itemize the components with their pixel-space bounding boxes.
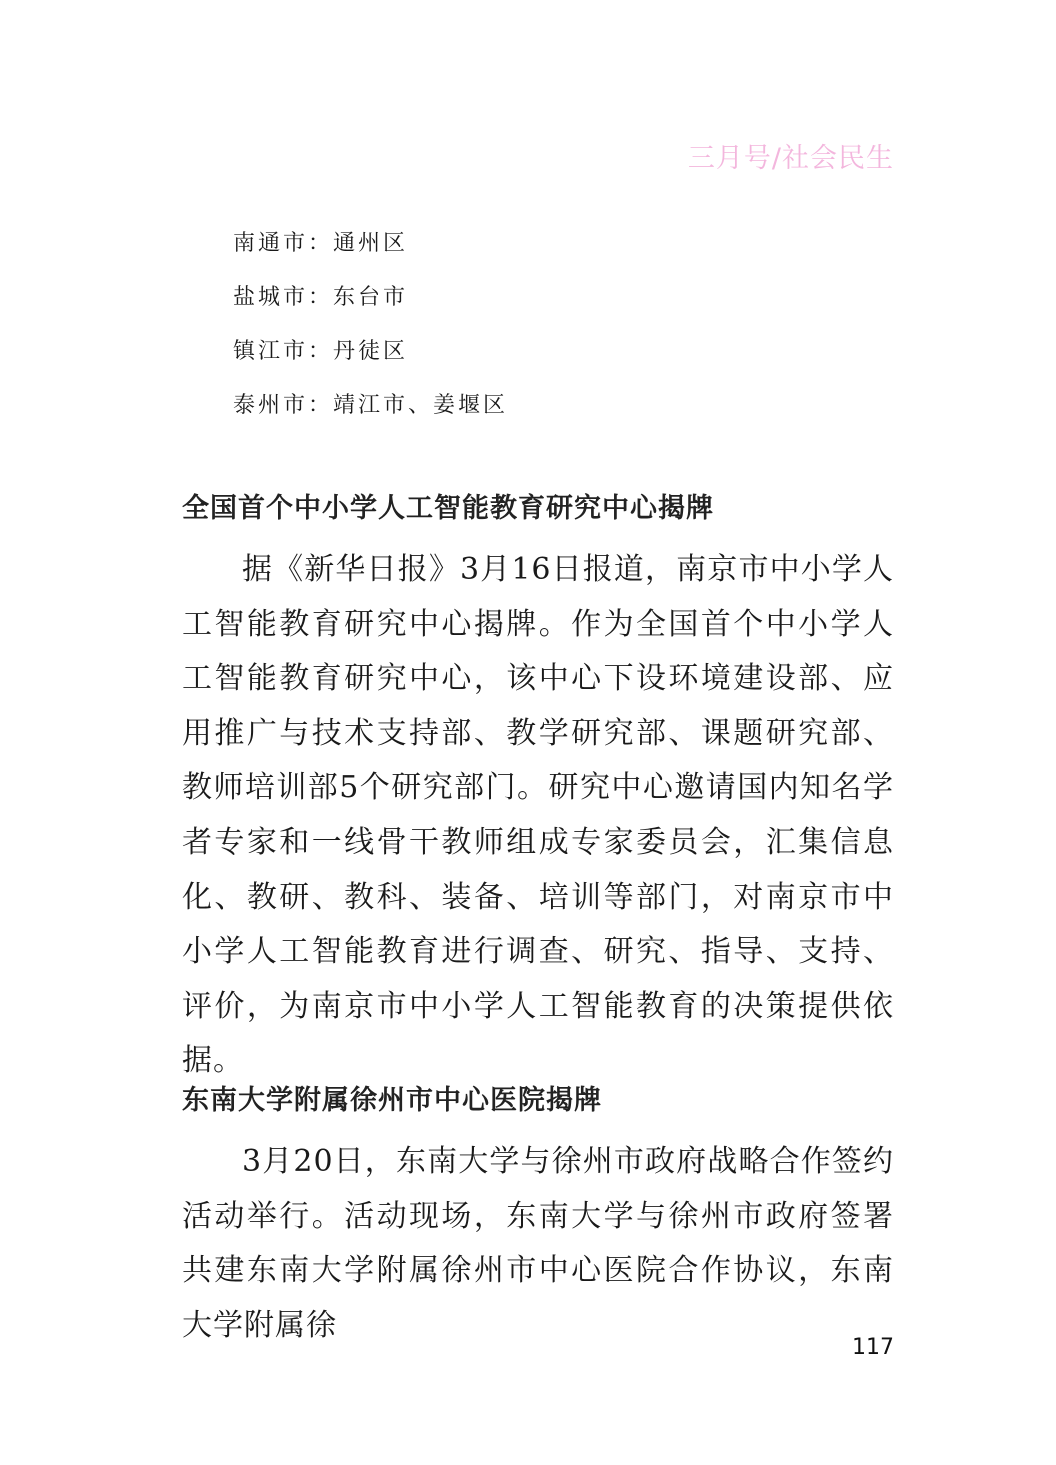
region-line: 镇江市：丹徒区 — [233, 339, 409, 364]
region-list — [233, 226, 508, 442]
article-title: 东南大学附属徐州市中心医院揭牌 — [182, 1085, 602, 1116]
region-line: 盐城市：东台市 — [233, 285, 409, 310]
running-head: 三月号/社会民生 — [687, 143, 894, 174]
region-line: 泰州市：靖江市、姜堰区 — [233, 393, 509, 418]
article-body: 3月20日，东南大学与徐州市政府战略合作签约活动举行。活动现场，东南大学与徐州市政府签署共建东南大学附属徐州市中心医院合作协议，东南大学附属徐 — [182, 1144, 894, 1343]
article-title: 全国首个中小学人工智能教育研究中心揭牌 — [182, 493, 714, 524]
page-number: 117 — [852, 1335, 894, 1360]
article-body: 据《新华日报》3月16日报道，南京市中小学人工智能教育研究中心揭牌。作为全国首个中小学人工智能教育研究中心，该中心下设环境建设部、应用推广与技术支持部、教学研究部、课题研究部、教师培训部5个研究部门。研究中心邀请国内知名学者专家和一线骨干教师组成专家委员会，汇集信息化、教研、教科、装备、培训等部门，对南京市中小学人工智能教育进行调查、研究、指导、支持、评价，为南京市中小学人工智能教育的决策提供依据。 — [182, 552, 894, 1079]
region-line: 南通市：通州区 — [233, 231, 409, 256]
